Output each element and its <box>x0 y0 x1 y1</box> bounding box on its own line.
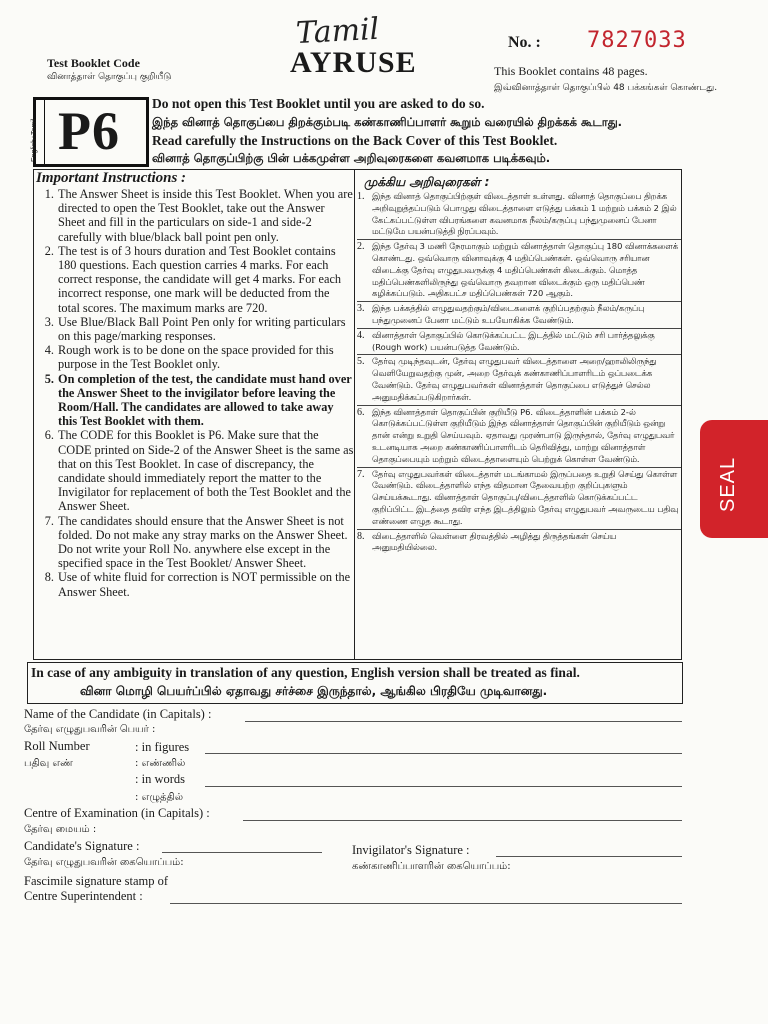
serial-number-label: No. : <box>508 34 541 51</box>
roll-words-label: : in words <box>135 772 185 786</box>
centre-label: Centre of Examination (in Capitals) : <box>24 806 210 820</box>
language-strip-label: English+Tamil <box>31 118 38 162</box>
invigilator-signature-label-tamil: கண்காணிப்பாளரின் கையொப்பம்: <box>352 861 511 872</box>
instructions-list-tamil <box>357 190 681 555</box>
centre-field[interactable] <box>243 820 682 821</box>
warning-tamil-2: வினாத் தொகுப்பிற்கு பின் பக்கமுள்ள அறிவுரைகளை கவனமாக படிக்கவும். <box>152 151 551 165</box>
booklet-code-label: Test Booklet Code <box>47 56 140 70</box>
instructions-heading-tamil: முக்கிய அறிவுரைகள் : <box>364 175 490 189</box>
warning-english-1: Do not open this Test Booklet until you are asked to do so. <box>152 96 485 111</box>
invigilator-signature-field[interactable] <box>496 856 682 857</box>
list-item: 2. The test is of 3 hours duration and Test Booklet contains 180 questions. Each question carries 4 marks. For each correct response, the candidate will get 4 marks. For each incorrect response, one mark will be deducted from the total scores. The maximum marks are 720. <box>44 243 342 315</box>
list-item: 7. தேர்வு எழுதுபவர்கள் விடைத்தாள் மடங்காமல் இருப்பதை உறுதி செய்து கொள்ள வேண்டும். விடைத்தாளில் எந்த விதமான தேவையற்ற குறிப்புகளும் செய்யக்கூடாது. வினாத்தாள் தொகுப்பு/விடைத்தாளில் கொடுக்கப்பட்ட குறிப்பிட்ட இடத்தை தவிர எந்த இடத்திலும் தேர்வு எழுதுபவர் அவருடைய பதிவு எண்ணை எழுத கூடாது. <box>357 468 681 530</box>
candidate-signature-label-tamil: தேர்வு எழுதுபவரின் கையொப்பம்: <box>24 857 184 868</box>
list-item: 8. விடைத்தாளில் வெள்ளை திரவத்தில் அழித்து திருத்தங்கள் செய்ய அனுமதியில்லை. <box>357 530 617 553</box>
instructions-heading-english: Important Instructions : <box>36 170 187 186</box>
candidate-signature-field[interactable] <box>162 852 322 853</box>
list-item: 7. The candidates should ensure that the Answer Sheet is not folded. Do not make any stray marks on the Answer Sheet. Do not write your Roll No. anywhere else except in the specified space in the Test Booklet/ Answer Sheet. <box>44 513 348 571</box>
handwritten-note: Tamil <box>295 11 381 52</box>
fascimile-label-2: Centre Superintendent : <box>24 889 143 903</box>
list-item: 3. Use Blue/Black Ball Point Pen only for writing particulars on this page/marking responses. <box>44 314 346 344</box>
list-item: 2. இந்த தேர்வு 3 மணி நேரமாகும் மற்றும் வினாத்தாள் தொகுப்பு 180 வினாக்களைக் கொண்டது. ஒவ்வொரு வினாவுக்கு 4 மதிப்பெண்கள். ஒவ்வொரு சரியான விடைக்கு தேர்வு எழுதுபவருக்கு 4 மதிப்பெண்கள் கிடைக்கும். மொத்த மதிப்பெண்களிலிருந்து ஒவ்வொரு தவறான விடைக்கும் ஒரு மதிப்பெண் கழிக்கப்படும். அதிகபட்ச மதிப்பெண்கள் 720 ஆகும். <box>357 240 681 302</box>
list-item: 8. Use of white fluid for correction is NOT permissible on the Answer Sheet. <box>44 570 351 599</box>
roll-figures-label: : in figures <box>135 740 190 754</box>
centre-label-tamil: தேர்வு மையம் : <box>24 824 97 835</box>
booklet-code: P6 <box>58 101 120 161</box>
ambiguity-notice-tamil: வினா மொழி பெயர்ப்பில் ஏதாவது சர்ச்சை இருந்தால், ஆங்கில பிரதியே முடிவானது. <box>80 684 548 698</box>
candidate-signature-label: Candidate's Signature : <box>24 839 140 853</box>
roll-figures-label-tamil: : எண்ணில் <box>135 758 186 769</box>
roll-figures-field[interactable] <box>205 753 682 754</box>
list-item: 6. The CODE for this Booklet is P6. Make sure that the CODE printed on Side-2 of the Answer Sheet is the same as that on this Test Booklet. In case of discrepancy, the candidate should immediately report the matter to the Invigilator for replacement of both the Test Booklet and the Answer Sheet. <box>44 428 354 514</box>
list-item: 5. On completion of the test, the candidate must hand over the Answer Sheet to the invigilator before leaving the Room/Hall. The candidates are allowed to take away this Test Booklet with them. <box>44 371 352 429</box>
seal-label: SEAL <box>717 456 739 512</box>
invigilator-signature-label: Invigilator's Signature : <box>352 843 470 857</box>
publisher-title: AYRUSE <box>290 46 417 79</box>
serial-number: 7827033 <box>587 28 687 53</box>
roll-number-label-tamil: பதிவு எண் <box>24 758 73 769</box>
column-divider <box>354 170 355 659</box>
candidate-name-field[interactable] <box>245 721 682 722</box>
candidate-name-label: Name of the Candidate (in Capitals) : <box>24 707 212 721</box>
list-item: 6. இந்த வினாத்தாள் தொகுப்பின் குறியீடு P6. விடைத்தாளின் பக்கம் 2-ல் கொடுக்கப்பட்டுள்ள குறியீடும் இந்த வினாத்தாள் தொகுப்பின் குறியீடும் ஒன்று தான் என்று உறுதி செய்யவும். ஏதாவது முரண்பாடு இருந்தால், தேர்வு எழுதுபவர் உடனடியாக அறை கண்காணிப்பாளரிடம் தெரிவித்து, மாற்று வினாத்தாள் தொகுப்பையும் மற்றும் விடைத்தாளையும் பெற்றுக் கொள்ள வேண்டும். <box>357 406 681 468</box>
list-item: 3. இந்த பக்கத்தில் எழுதுவதற்கும்/விடைகளைக் குறிப்பதற்கும் நீலம்/கருப்பு பந்துமுனைப் பேனா மட்டும் உபயோகிக்க வேண்டும். <box>357 302 681 329</box>
list-item: 1. The Answer Sheet is inside this Test Booklet. When you are directed to open the Test Booklet, take out the Answer Sheet and fill in the particulars on side-1 and side-2 carefully with blue/black ball point pen only. <box>44 187 353 244</box>
booklet-code-label-tamil: வினாத்தாள் தொகுப்பு குறியீடு <box>47 72 172 82</box>
list-item: 1. இந்த வினாத் தொகுப்பிற்குள் விடைத்தாள் உள்ளது. வினாத் தொகுப்பை திறக்க அறிவுறுத்தப்படும் பொழுது விடைத்தாளை எடுத்து பக்கம் 1 மற்றும் பக்கம் 2 இல் கேட்கப்பட்டுள்ள விபரங்களை கவனமாக நீலம்/கருப்பு பந்துமுனைப் பேனா மட்டுமே பயன்படுத்தி நிரப்பவும். <box>357 190 681 240</box>
list-item: 4. வினாத்தாள் தொகுப்பில் கொடுக்கப்பட்ட இடத்தில் மட்டும் சரி பார்த்தலுக்கு (Rough work) பயன்படுத்த வேண்டும். <box>357 329 681 356</box>
seal-tab <box>700 420 768 538</box>
page-count-english: This Booklet contains 48 pages. <box>494 64 648 78</box>
fascimile-label-1: Fascimile signature stamp of <box>24 874 169 888</box>
roll-words-field[interactable] <box>205 786 682 787</box>
fascimile-field[interactable] <box>170 903 682 904</box>
language-strip <box>30 100 45 166</box>
page-count-tamil: இவ்வினாத்தாள் தொகுப்பில் 48 பக்கங்கள் கொண்டது. <box>494 83 718 93</box>
roll-number-label: Roll Number <box>24 739 90 753</box>
warning-tamil-1: இந்த வினாத் தொகுப்பை திறக்கும்படி கண்காணிப்பாளர் கூறும் வரையில் திறக்கக் கூடாது. <box>152 115 623 129</box>
roll-words-label-tamil: : எழுத்தில் <box>135 792 184 803</box>
list-item: 4. Rough work is to be done on the space provided for this purpose in the Test Booklet only. <box>44 343 334 372</box>
warning-english-2: Read carefully the Instructions on the Back Cover of this Test Booklet. <box>152 133 558 148</box>
candidate-name-label-tamil: தேர்வு எழுதுபவரின் பெயர் : <box>24 724 156 735</box>
ambiguity-notice-english: In case of any ambiguity in translation of any question, English version shall be treated as final. <box>31 665 580 680</box>
list-item: 5. தேர்வு முடிந்தவுடன், தேர்வு எழுதுபவர் விடைத்தாளை அறை/ஹாலிலிருந்து வெளியேறுவதற்கு முன், அறை தேர்வுக் கண்காணிப்பாளரிடம் ஒப்படைக்க வேண்டும். தேர்வு எழுதுபவர்கள் வினாத்தாள் தொகுப்பை எடுத்துச் செல்ல அனுமதிக்கப்படுகிறார்கள். <box>357 355 681 405</box>
instructions-list-english <box>34 187 354 599</box>
